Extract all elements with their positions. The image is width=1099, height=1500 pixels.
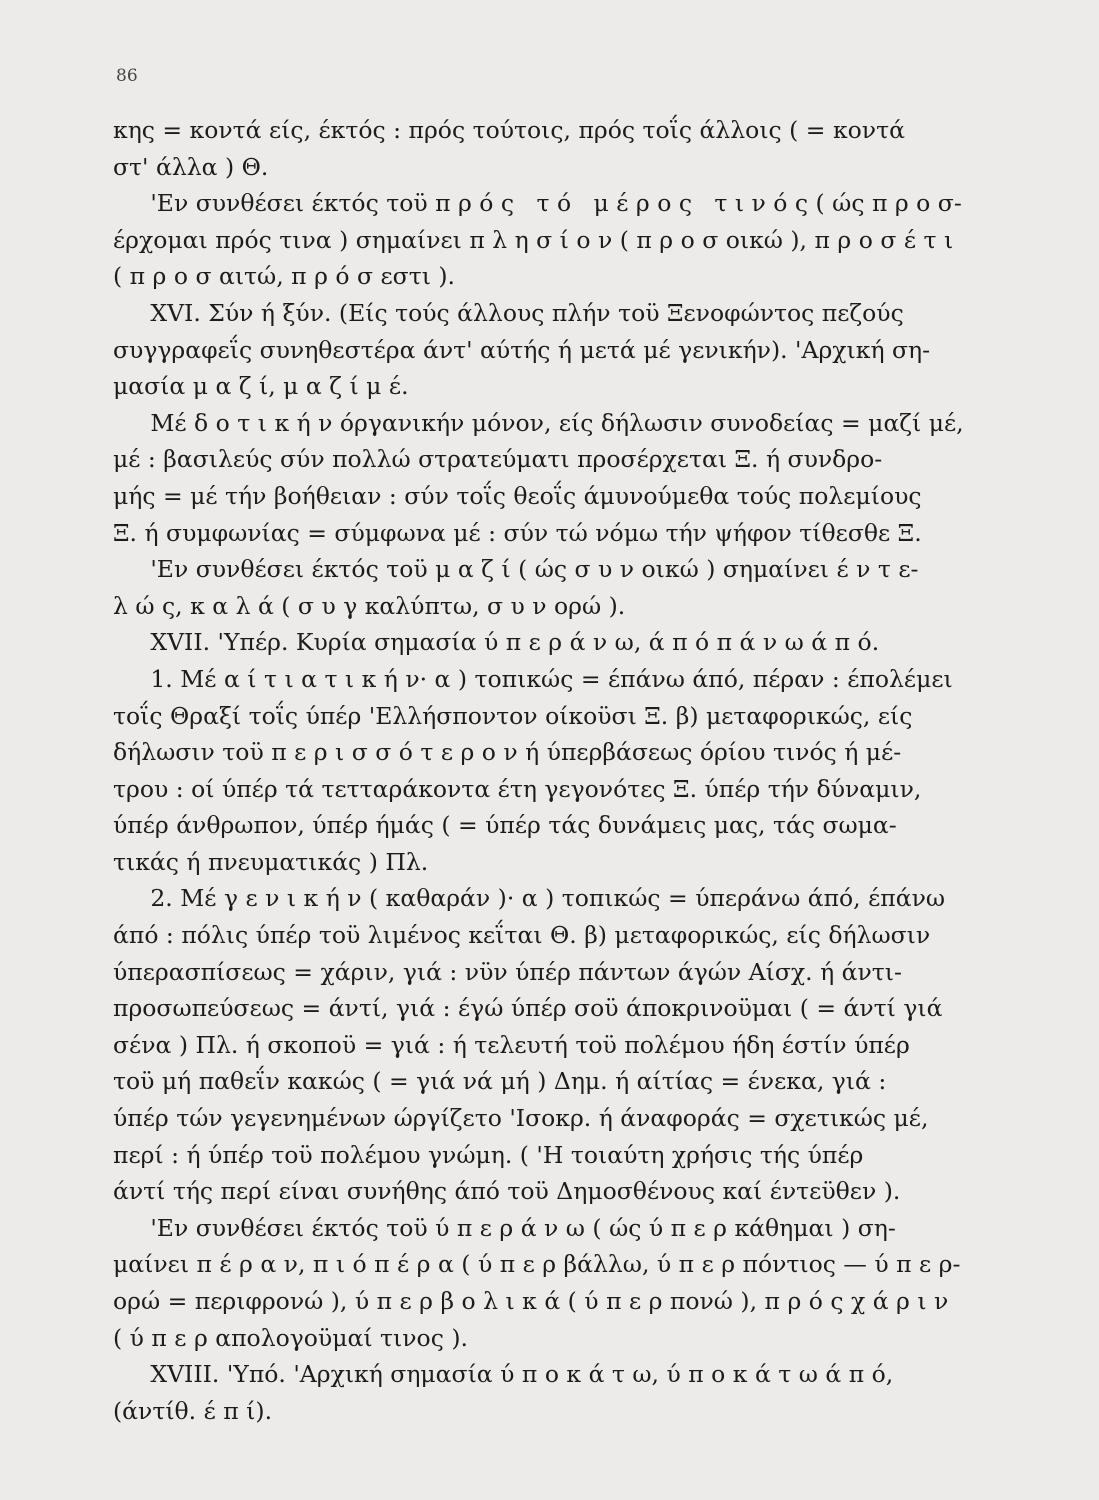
text-line: μέ : βασιλεύς σύν πολλώ στρατεύματι προσέρχεται Ξ. ή συνδρο- (113, 445, 883, 474)
page-number: 86 (116, 66, 138, 86)
text-line: έρχομαι πρός τινα ) σημαίνει π λ η σ ί ο ν ( π ρ ο σ οικώ ), π ρ ο σ έ τ ι (113, 225, 954, 254)
text-line: 'Εν συνθέσει έκτός τοϋ ύ π ε ρ ά ν ω ( ώς ύ π ε ρ κάθημαι ) ση- (113, 1213, 896, 1242)
text-line: στ' άλλα ) Θ. (113, 152, 269, 181)
text-line: τρου : οί ύπέρ τά τετταράκοντα έτη γεγονότες Ξ. ύπέρ τήν δύναμιν, (113, 774, 922, 803)
text-line: προσωπεύσεως = άντί, γιά : έγώ ύπέρ σοϋ άποκρινοϋμαι ( = άντί γιά (113, 994, 943, 1023)
text-line: περί : ή ύπέρ τοϋ πολέμου γνώμη. ( 'Η τοιαύτη χρήσις τής ύπέρ (113, 1140, 864, 1169)
text-line: τοΐς Θραξί τοΐς ύπέρ 'Ελλήσποντον οίκοϋσι Ξ. β) μεταφορικώς, είς (113, 701, 913, 730)
text-line: κης = κοντά είς, έκτός : πρός τούτοις, πρός τοΐς άλλοις ( = κοντά (113, 116, 905, 144)
text-line: ύπέρ άνθρωπον, ύπέρ ήμάς ( = ύπέρ τάς δυνάμεις μας, τάς σωμα- (113, 811, 897, 840)
text-line: ( π ρ ο σ αιτώ, π ρ ό σ εστι ). (113, 262, 456, 291)
text-line: Ξ. ή συμφωνίας = σύμφωνα μέ : σύν τώ νόμω τήν ψήφον τίθεσθε Ξ. (113, 518, 922, 547)
text-line: σένα ) Πλ. ή σκοποϋ = γιά : ή τελευτή τοϋ πολέμου ήδη έστίν ύπέρ (113, 1030, 910, 1059)
text-line: XVI. Σύν ή ξύν. (Είς τούς άλλους πλήν τοϋ Ξενοφώντος πεζούς (113, 298, 904, 327)
text-line: ορώ = περιφρονώ ), ύ π ε ρ β ο λ ι κ ά ( ύ π ε ρ πονώ ), π ρ ό ς χ ά ρ ι ν (113, 1287, 949, 1315)
text-line: ύπέρ τών γεγενημένων ώργίζετο 'Ισοκρ. ή άναφοράς = σχετικώς μέ, (113, 1104, 929, 1133)
text-line: λ ώ ς, κ α λ ά ( σ υ γ καλύπτω, σ υ ν ορώ ). (113, 591, 626, 620)
text-line: μασία μ α ζ ί, μ α ζ ί μ έ. (113, 372, 409, 401)
text-line: ( ύ π ε ρ απολογοϋμαί τινος ). (113, 1323, 468, 1352)
text-line: 'Εν συνθέσει έκτός τοϋ μ α ζ ί ( ώς σ υ ν οικώ ) σημαίνει έ ν τ ε- (113, 555, 919, 584)
text-line: συγγραφεΐς συνηθεστέρα άντ' αύτής ή μετά μέ γενικήν). 'Αρχική ση- (113, 335, 931, 364)
text-line: XVIII. 'Υπό. 'Αρχική σημασία ύ π ο κ ά τ ω, ύ π ο κ ά τ ω ά π ό, (113, 1360, 894, 1389)
text-line: (άντίθ. έ π ί). (113, 1396, 273, 1425)
text-line: 2. Μέ γ ε ν ι κ ή ν ( καθαράν )· α ) τοπικώς = ύπεράνω άπό, έπάνω (113, 884, 946, 913)
text-line: τικάς ή πνευματικάς ) Πλ. (113, 847, 429, 876)
text-line: άντί τής περί είναι συνήθης άπό τοϋ Δημοσθένους καί έντεϋθεν ). (113, 1177, 901, 1206)
text-line: άπό : πόλις ύπέρ τοϋ λιμένος κεΐται Θ. β) μεταφορικώς, είς δήλωσιν (113, 921, 931, 950)
text-line: τοϋ μή παθεΐν κακώς ( = γιά νά μή ) Δημ. ή αίτίας = ένεκα, γιά : (113, 1067, 887, 1096)
text-line: δήλωσιν τοϋ π ε ρ ι σ σ ό τ ε ρ ο ν ή ύπερβάσεως όρίου τινός ή μέ- (113, 738, 902, 767)
text-line: 1. Μέ α ί τ ι α τ ι κ ή ν· α ) τοπικώς = έπάνω άπό, πέραν : έπολέμει (113, 664, 953, 693)
text-line: XVII. 'Υπέρ. Κυρία σημασία ύ π ε ρ ά ν ω, ά π ό π ά ν ω ά π ό. (113, 628, 880, 657)
text-line: ύπερασπίσεως = χάριν, γιά : νϋν ύπέρ πάντων άγών Αίσχ. ή άντι- (113, 957, 902, 986)
text-line: μαίνει π έ ρ α ν, π ι ό π έ ρ α ( ύ π ε ρ βάλλω, ύ π ε ρ πόντιος — ύ π ε ρ- (113, 1250, 961, 1279)
text-line: Μέ δ ο τ ι κ ή ν όργανικήν μόνον, είς δήλωσιν συνοδείας = μαζί μέ, (113, 408, 964, 437)
text-body (113, 112, 991, 1429)
text-line: 'Εν συνθέσει έκτός τοϋ π ρ ό ς τ ό μ έ ρ ο ς τ ι ν ό ς ( ώς π ρ ο σ- (113, 189, 962, 218)
text-line: μής = μέ τήν βοήθειαν : σύν τοΐς θεοΐς άμυνούμεθα τούς πολεμίους (113, 481, 922, 510)
